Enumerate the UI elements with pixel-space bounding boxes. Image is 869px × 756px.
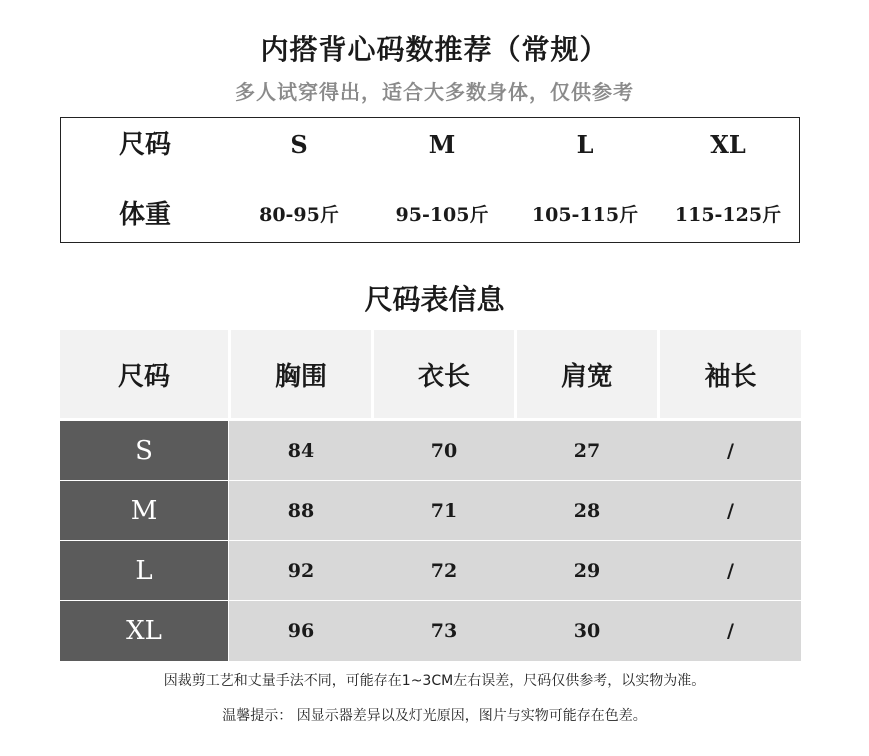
row-size-label: M bbox=[60, 481, 228, 540]
weight-xl: 115-125斤 bbox=[674, 204, 782, 226]
cell-length: 73 bbox=[430, 620, 458, 642]
measurement-note: 因裁剪工艺和丈量手法不同，可能存在1~3CM左右误差，尺码仅供参考，以实物为准。 bbox=[163, 673, 706, 689]
cell-length: 70 bbox=[430, 439, 458, 462]
weight-label: 体重 bbox=[118, 200, 171, 230]
weight-l: 105-115斤 bbox=[531, 204, 639, 226]
cell-length: 72 bbox=[430, 559, 458, 582]
header-length: 衣长 bbox=[374, 330, 514, 418]
cell-sleeve: / bbox=[727, 499, 734, 522]
header-sleeve: 袖长 bbox=[660, 330, 801, 418]
cell-sleeve: / bbox=[727, 559, 734, 582]
cell-sleeve: / bbox=[727, 620, 734, 642]
row-size-label: L bbox=[60, 541, 228, 600]
size-xl: XL bbox=[710, 130, 746, 159]
header-shoulder: 肩宽 bbox=[517, 330, 657, 418]
row-size-label: XL bbox=[60, 601, 228, 661]
page-subtitle: 多人试穿得出，适合大多数身体，仅供参考 bbox=[235, 80, 634, 104]
cell-chest: 84 bbox=[287, 439, 315, 462]
header-size: 尺码 bbox=[60, 330, 228, 418]
cell-shoulder: 30 bbox=[573, 620, 601, 642]
header-chest: 胸围 bbox=[231, 330, 371, 418]
cell-shoulder: 29 bbox=[573, 559, 601, 582]
row-size-label: S bbox=[60, 421, 228, 480]
size-label: 尺码 bbox=[118, 130, 171, 160]
weight-m: 95-105斤 bbox=[395, 204, 489, 226]
size-recommendation-box bbox=[60, 117, 800, 243]
weight-s: 80-95斤 bbox=[259, 204, 339, 226]
cell-shoulder: 28 bbox=[573, 499, 601, 522]
size-table-title: 尺码表信息 bbox=[364, 283, 505, 316]
size-s: S bbox=[290, 130, 308, 159]
cell-chest: 92 bbox=[287, 559, 315, 582]
size-l: L bbox=[576, 130, 594, 159]
page-title: 内搭背心码数推荐（常规） bbox=[260, 33, 609, 66]
cell-shoulder: 27 bbox=[573, 439, 601, 462]
size-m: M bbox=[428, 130, 456, 159]
size-table bbox=[60, 330, 801, 661]
cell-chest: 96 bbox=[287, 620, 315, 642]
cell-sleeve: / bbox=[727, 439, 734, 462]
cell-chest: 88 bbox=[287, 499, 315, 522]
display-note: 温馨提示： 因显示器差异以及灯光原因，图片与实物可能存在色差。 bbox=[222, 708, 647, 724]
cell-length: 71 bbox=[430, 499, 458, 522]
